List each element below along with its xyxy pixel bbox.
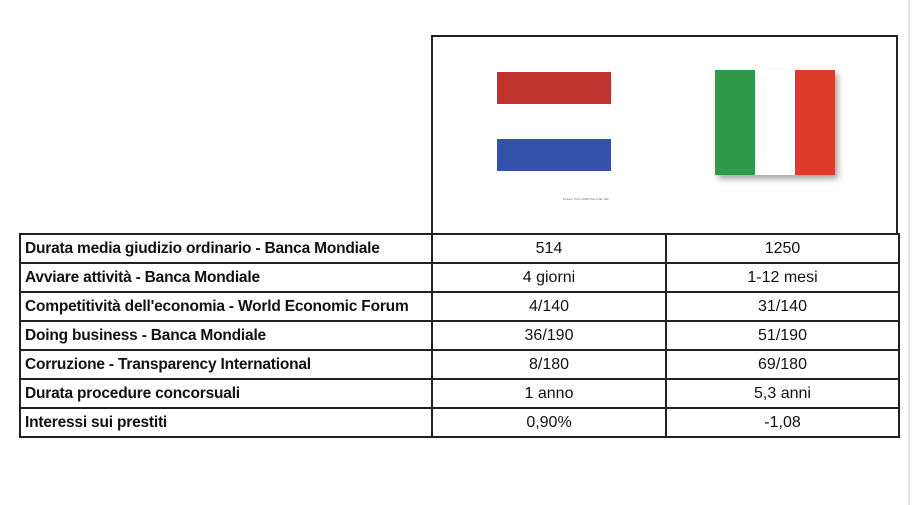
row-label: Avviare attività - Banca Mondiale [20, 263, 432, 292]
italy-flag-green-stripe [715, 70, 755, 175]
netherlands-value: 4/140 [432, 292, 666, 321]
netherlands-flag-blue-stripe [497, 139, 611, 171]
netherlands-header-cell [431, 35, 667, 233]
row-label: Durata procedure concorsuali [20, 379, 432, 408]
row-label: Durata media giudizio ordinario - Banca Mondiale [20, 234, 432, 263]
netherlands-value: 514 [432, 234, 666, 263]
netherlands-flag-red-stripe [497, 72, 611, 104]
table-row [20, 292, 899, 321]
netherlands-value: 8/180 [432, 350, 666, 379]
italy-flag-white-stripe [755, 70, 795, 175]
italy-value: 31/140 [666, 292, 899, 321]
table-row [20, 379, 899, 408]
netherlands-flag-white-stripe [497, 104, 611, 143]
netherlands-value: 0,90% [432, 408, 666, 437]
netherlands-value: 1 anno [432, 379, 666, 408]
italy-flag-red-stripe [795, 70, 835, 175]
table-row [20, 408, 899, 437]
italy-value: 5,3 anni [666, 379, 899, 408]
row-label: Doing business - Banca Mondiale [20, 321, 432, 350]
netherlands-value: 36/190 [432, 321, 666, 350]
table-row [20, 321, 899, 350]
netherlands-flag-caption: Drawn from OWH Decoder Set [563, 197, 609, 201]
right-edge-divider [908, 0, 910, 505]
table-row [20, 350, 899, 379]
italy-header-cell [665, 35, 898, 233]
table-row [20, 234, 899, 263]
netherlands-value: 4 giorni [432, 263, 666, 292]
row-label: Corruzione - Transparency International [20, 350, 432, 379]
italy-value: 69/180 [666, 350, 899, 379]
italy-value: -1,08 [666, 408, 899, 437]
table-row [20, 263, 899, 292]
italy-value: 1250 [666, 234, 899, 263]
row-label: Interessi sui prestiti [20, 408, 432, 437]
row-label: Competitività dell'economia - World Economic Forum [20, 292, 432, 321]
italy-flag [715, 70, 835, 175]
italy-value: 51/190 [666, 321, 899, 350]
italy-value: 1-12 mesi [666, 263, 899, 292]
comparison-table [19, 233, 900, 438]
